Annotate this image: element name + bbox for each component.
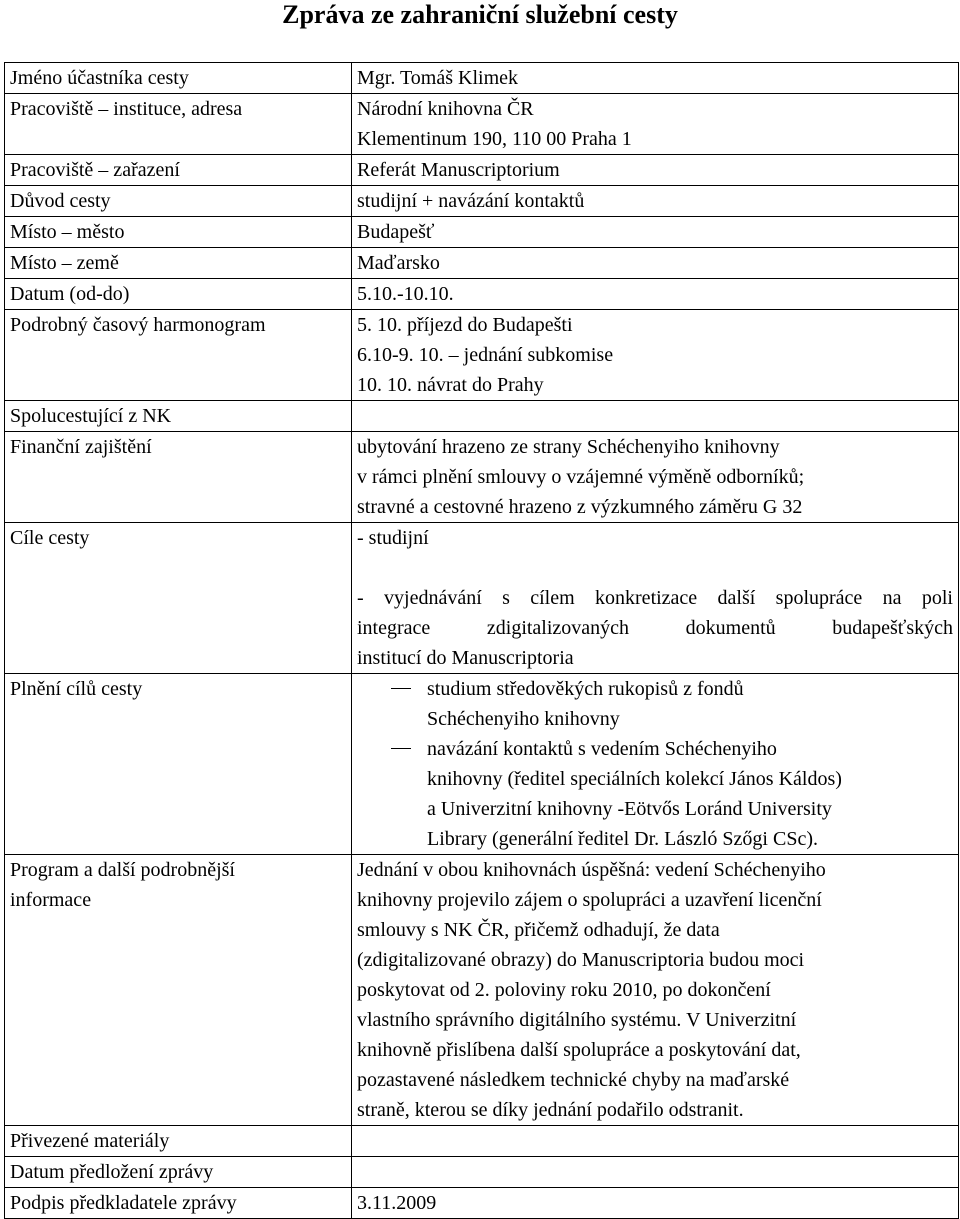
fulfillment-item-2-line-3: a Univerzitní knihovny -Eötvős Loránd University <box>427 798 832 820</box>
value-department: Referát Manuscriptorium <box>352 155 959 186</box>
schedule-line-3: 10. 10. návrat do Prahy <box>357 374 544 396</box>
schedule-line-1: 5. 10. příjezd do Budapešti <box>357 314 573 336</box>
program-line-4: (zdigitalizované obrazy) do Manuscriptoria budou moci <box>357 949 805 971</box>
workplace-line-2: Klementinum 190, 110 00 Praha 1 <box>357 128 632 150</box>
row-financing <box>5 432 959 523</box>
value-goals <box>352 523 959 674</box>
label-goals: Cíle cesty <box>5 523 352 674</box>
financing-line-3: stravné a cestovné hrazeno z výzkumného záměru G 32 <box>357 496 803 518</box>
value-fulfillment <box>352 674 959 855</box>
label-dates: Datum (od-do) <box>5 279 352 310</box>
program-line-3: smlouvy s NK ČR, přičemž odhadují, že data <box>357 919 720 941</box>
label-workplace: Pracoviště – instituce, adresa <box>5 94 352 155</box>
fulfillment-item-2-line-1: navázání kontaktů s vedením Schéchenyiho <box>427 738 777 760</box>
row-program <box>5 855 959 1126</box>
goals-item-2-line-1: - vyjednávání s cílem konkretizace další spolupráce na poli <box>357 587 953 609</box>
label-materials: Přivezené materiály <box>5 1126 352 1157</box>
value-companions <box>352 401 959 432</box>
row-country <box>5 248 959 279</box>
label-financing: Finanční zajištění <box>5 432 352 523</box>
value-dates: 5.10.-10.10. <box>352 279 959 310</box>
row-submission-date <box>5 1157 959 1188</box>
program-label-line-1: Program a další podrobnější <box>10 859 235 881</box>
financing-line-1: ubytování hrazeno ze strany Schéchenyiho knihovny <box>357 436 780 458</box>
value-materials <box>352 1126 959 1157</box>
row-materials <box>5 1126 959 1157</box>
value-workplace <box>352 94 959 155</box>
workplace-line-1: Národní knihovna ČR <box>357 98 534 120</box>
row-workplace <box>5 94 959 155</box>
row-dates <box>5 279 959 310</box>
value-schedule <box>352 310 959 401</box>
row-fulfillment <box>5 674 959 855</box>
value-country: Maďarsko <box>352 248 959 279</box>
program-line-9: straně, kterou se díky jednání podařilo odstranit. <box>357 1099 744 1121</box>
row-participant <box>5 63 959 94</box>
goals-spacer <box>357 553 953 583</box>
value-financing <box>352 432 959 523</box>
fulfillment-item-1-line-2: Schéchenyiho knihovny <box>427 708 620 730</box>
report-title <box>0 0 960 60</box>
row-department <box>5 155 959 186</box>
fulfillment-list <box>357 674 953 854</box>
value-city: Budapešť <box>352 217 959 248</box>
label-department: Pracoviště – zařazení <box>5 155 352 186</box>
fulfillment-item-1 <box>427 674 953 734</box>
label-program <box>5 855 352 1126</box>
label-participant: Jméno účastníka cesty <box>5 63 352 94</box>
row-schedule <box>5 310 959 401</box>
value-reason: studijní + navázání kontaktů <box>352 186 959 217</box>
program-line-1: Jednání v obou knihovnách úspěšná: vedení Schéchenyiho <box>357 859 826 881</box>
fulfillment-item-2-line-4: Library (generální ředitel Dr. László Szőgi CSc). <box>427 828 818 850</box>
program-line-7: knihovně přislíbena další spolupráce a poskytování dat, <box>357 1039 801 1061</box>
fulfillment-item-2 <box>427 734 953 854</box>
row-goals <box>5 523 959 674</box>
label-schedule: Podrobný časový harmonogram <box>5 310 352 401</box>
goals-item-1: - studijní <box>357 527 429 549</box>
fulfillment-item-1-line-1: studium středověkých rukopisů z fondů <box>427 678 744 700</box>
label-companions: Spolucestující z NK <box>5 401 352 432</box>
row-city <box>5 217 959 248</box>
label-submission-date: Datum předložení zprávy <box>5 1157 352 1188</box>
value-program <box>352 855 959 1126</box>
value-submission-date <box>352 1157 959 1188</box>
schedule-line-2: 6.10-9. 10. – jednání subkomise <box>357 344 614 366</box>
report-table <box>4 62 959 1219</box>
row-reason <box>5 186 959 217</box>
label-signature: Podpis předkladatele zprávy <box>5 1188 352 1219</box>
row-signature <box>5 1188 959 1219</box>
program-label-line-2: informace <box>10 889 92 911</box>
report-title-text: Zpráva ze zahraniční služební cesty <box>282 0 678 29</box>
label-country: Místo – země <box>5 248 352 279</box>
label-reason: Důvod cesty <box>5 186 352 217</box>
label-fulfillment: Plnění cílů cesty <box>5 674 352 855</box>
financing-line-2: v rámci plnění smlouvy o vzájemné výměně odborníků; <box>357 466 805 488</box>
goals-item-2-line-3: institucí do Manuscriptoria <box>357 647 574 669</box>
row-companions <box>5 401 959 432</box>
goals-item-2-line-2: integrace zdigitalizovaných dokumentů budapešťských <box>357 617 953 639</box>
label-city: Místo – město <box>5 217 352 248</box>
fulfillment-item-2-line-2: knihovny (ředitel speciálních kolekcí János Káldos) <box>427 768 842 790</box>
program-line-5: poskytovat od 2. poloviny roku 2010, po dokončení <box>357 979 771 1001</box>
value-participant: Mgr. Tomáš Klimek <box>352 63 959 94</box>
program-line-6: vlastního správního digitálního systému. V Univerzitní <box>357 1009 797 1031</box>
program-line-2: knihovny projevilo zájem o spolupráci a uzavření licenční <box>357 889 822 911</box>
value-signature: 3.11.2009 <box>352 1188 959 1219</box>
program-line-8: pozastavené následkem technické chyby na maďarské <box>357 1069 790 1091</box>
